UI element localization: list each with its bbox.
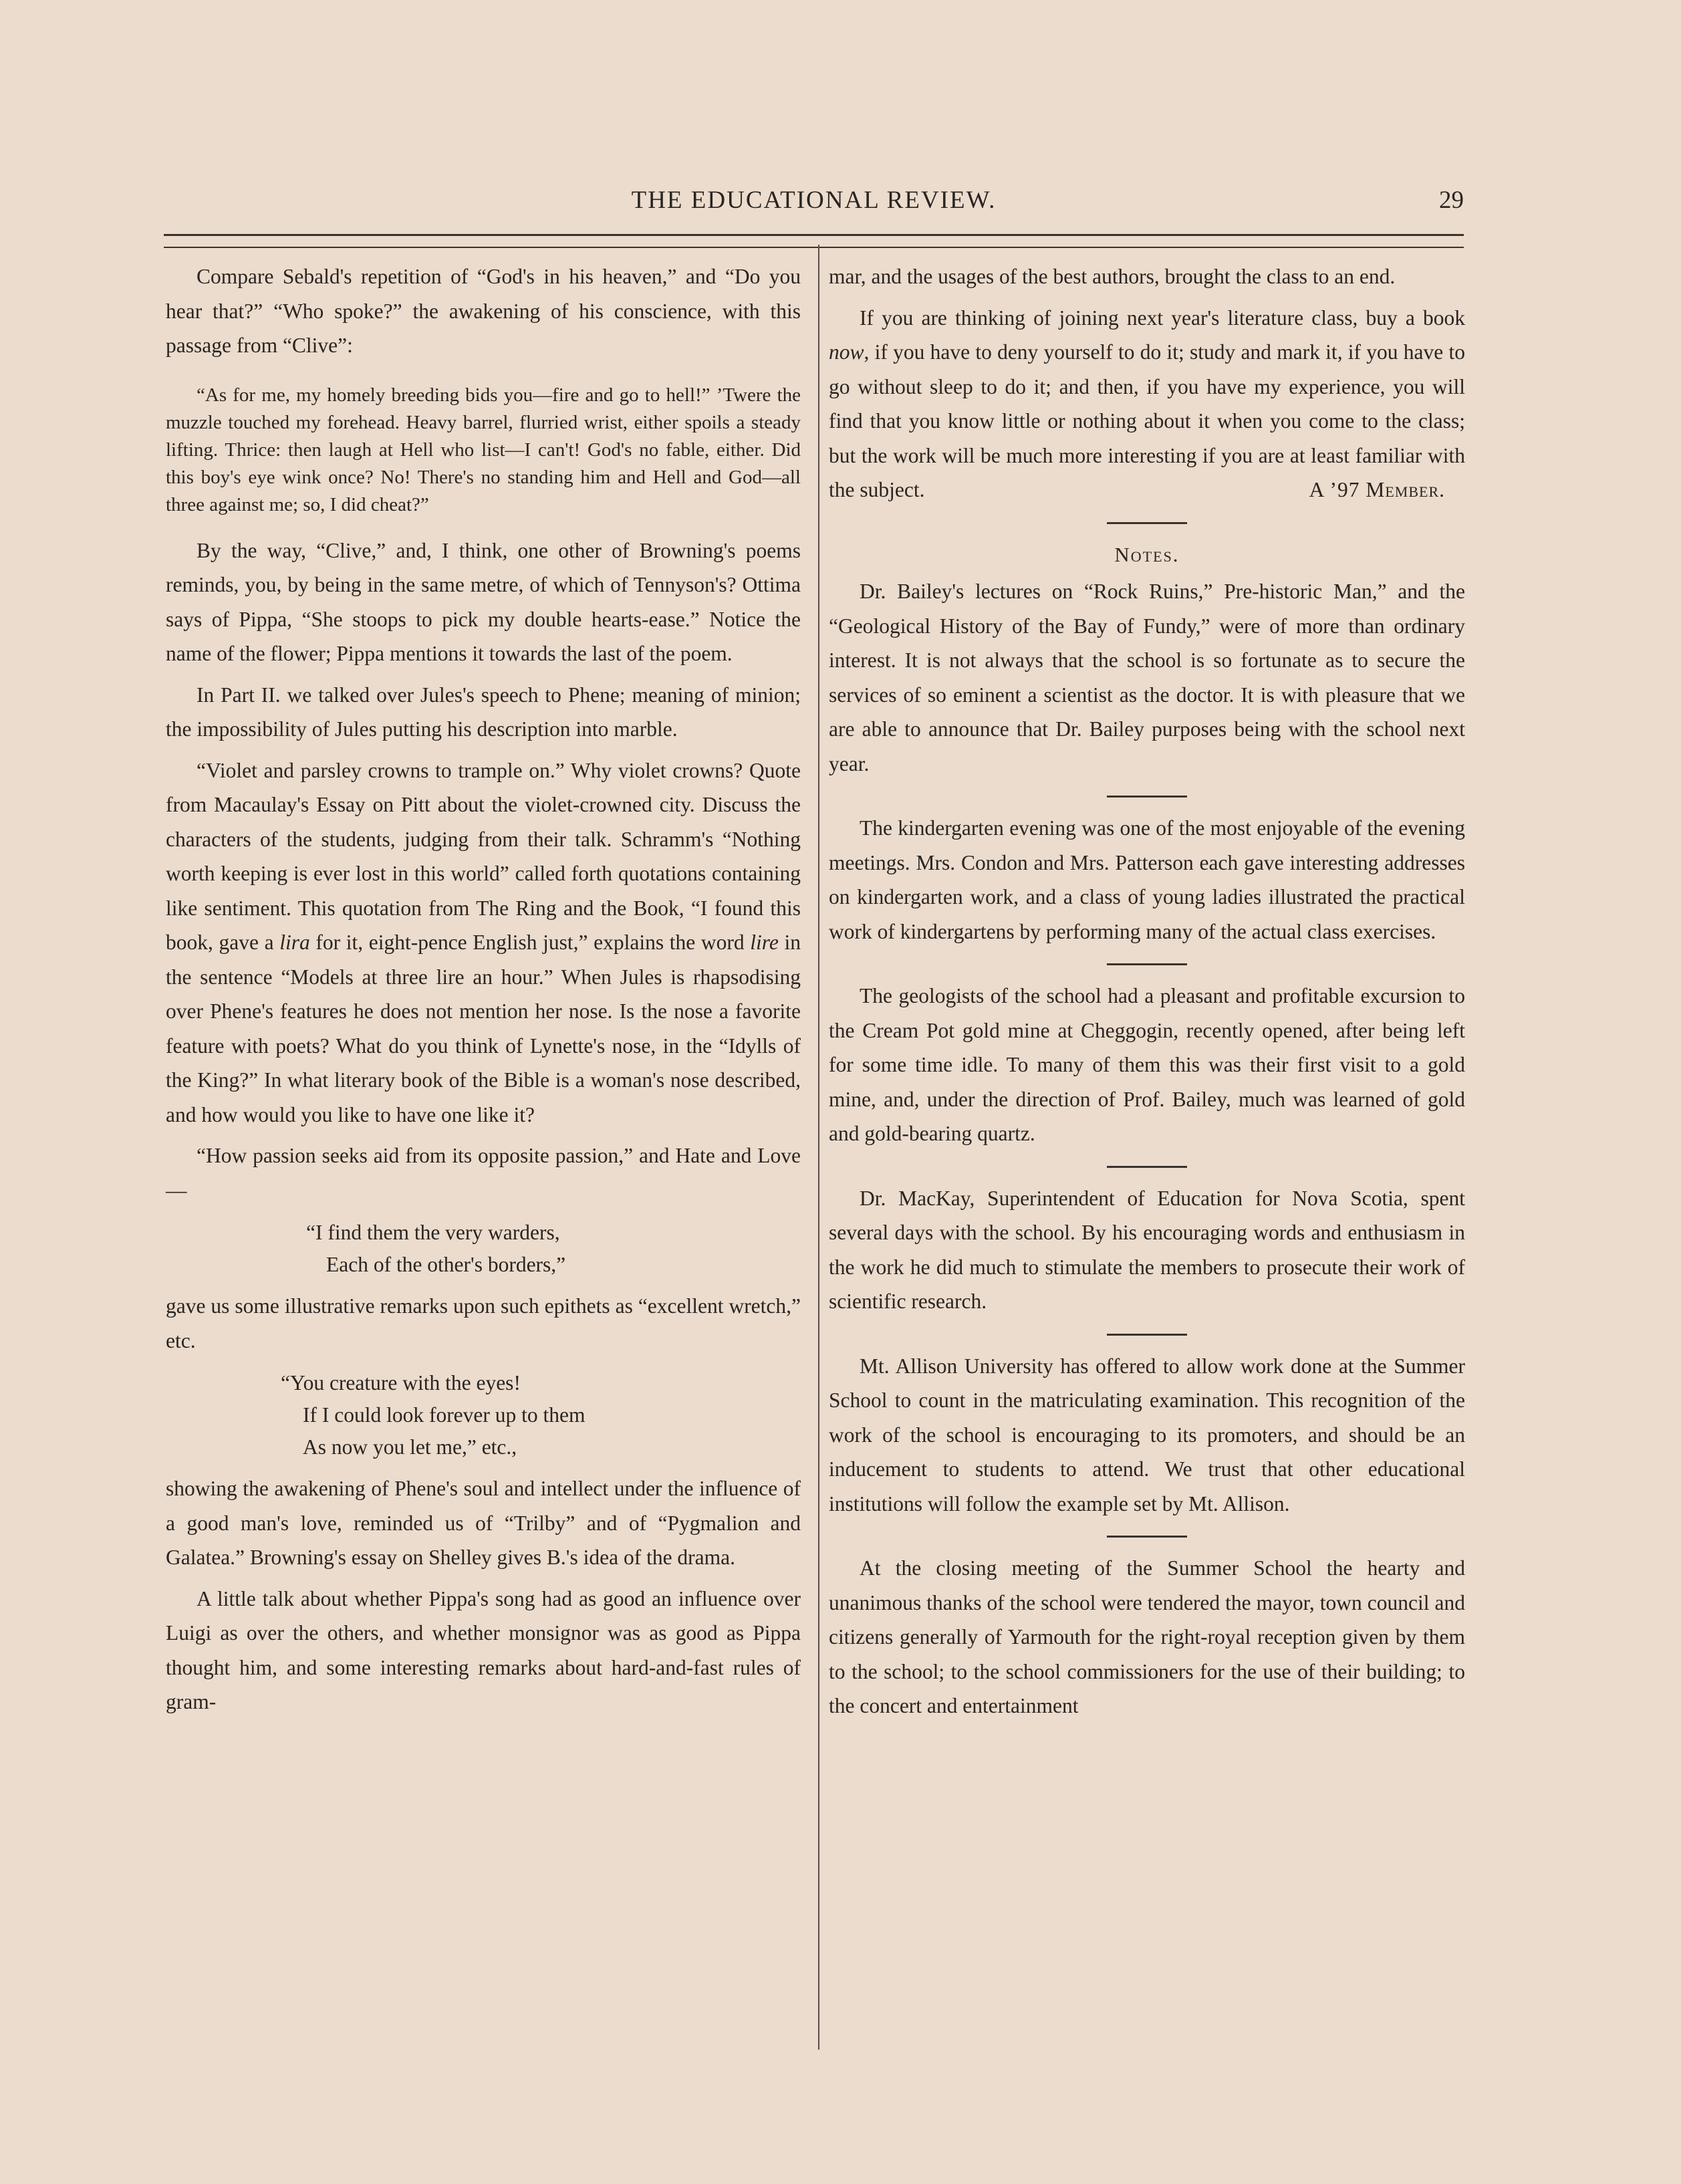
section-heading: Notes. [1114, 542, 1180, 566]
verse-line: As now you let me,” etc., [303, 1435, 517, 1459]
italic-word: lira [279, 931, 310, 954]
paragraph: showing the awakening of Phene's soul and intellect under the influence of a good man's love, reminded us of “Trilby” and of “Pygmalion and Galatea.” Browning's essay on Shelley gives B.'s idea of the drama. [166, 1477, 801, 1569]
text-run: If you are thinking of joining next year's literature class, buy a book [860, 306, 1465, 330]
section-rule [1107, 1334, 1187, 1336]
paragraph: “How passion seeks aid from its opposite passion,” and Hate and Love— [166, 1144, 801, 1202]
italic-word: now [829, 340, 864, 364]
verse-line: “I find them the very warders, [306, 1221, 560, 1244]
paragraph [166, 753, 801, 1132]
paragraph: gave us some illustrative remarks upon such epithets as “excellent wretch,” etc. [166, 1294, 801, 1352]
note-paragraph: Mt. Allison University has offered to allow work done at the Summer School to count in the matriculating examination. This recognition of the work of the school is encouraging to its promoters, and should be an inducement to students to attend. We trust that other educational institutions will follow the example set by Mt. Allison. [829, 1354, 1465, 1515]
verse-quote [166, 1217, 801, 1281]
italic-word: lire [750, 931, 779, 954]
section-rule [1107, 522, 1187, 524]
header-double-rule [164, 234, 1464, 248]
running-header [164, 186, 1464, 219]
note-paragraph: The kindergarten evening was one of the most enjoyable of the evening meetings. Mrs. Condon and Mrs. Patterson each gave interesting addresses on kindergarten work, and a class of young ladies illustrated the practical work of kindergartens by performing many of the actual class exercises. [829, 816, 1465, 943]
note-paragraph: Dr. MacKay, Superintendent of Education for Nova Scotia, spent several days with the school. By his encouraging words and enthusiasm in the work he did much to stimulate the members to prosecute their work of scientific research. [829, 1186, 1465, 1313]
signature: A ’97 Member. [1309, 478, 1445, 501]
block-quote: “As for me, my homely breeding bids you—fire and go to hell!” ’Twere the muzzle touched my forehead. Heavy barrel, flurried wrist, either spoils a steady lifting. Thrice: then laugh at Hell who list—I can't! God's no fable, either. Did this boy's eye wink once? No! There's no standing him and Hell and God—all three against me; so, I did cheat?” [166, 384, 801, 515]
left-column [166, 259, 801, 1719]
verse-quote [166, 1367, 801, 1463]
paragraph [829, 301, 1465, 507]
verse-line: Each of the other's borders,” [326, 1253, 566, 1276]
note-paragraph: At the closing meeting of the Summer School the hearty and unanimous thanks of the school were tendered the mayor, town council and citizens generally of Yarmouth for the right-royal reception given by them to the school; to the school commissioners for the use of their building; to the concert and entertainment [829, 1556, 1465, 1717]
verse-line: If I could look forever up to them [303, 1403, 586, 1427]
paragraph: By the way, “Clive,” and, I think, one other of Browning's poems reminds, you, by being in the same metre, of which of Tennyson's? Ottima says of Pippa, “She stoops to pick my double hearts-ease.” Notice the name of the flower; Pippa mentions it towards the last of the poem. [166, 538, 801, 665]
journal-title: THE EDUCATIONAL REVIEW. [631, 187, 997, 214]
text-run: , if you have to deny yourself to do it; study and mark it, if you have to go without sleep to do it; and then, if you have my experience, you will find that you know little or nothing about it when you come to the class; but the work will be much more interesting if you are at least familiar with the subject. [829, 340, 1465, 501]
note-paragraph: Dr. Bailey's lectures on “Rock Ruins,” Pre-historic Man,” and the “Geological History of the Bay of Fundy,” were of more than ordinary interest. It is not always that the school is so fortunate as to secure the services of so eminent a scientist as the doctor. It is with pleasure that we are able to announce that Dr. Bailey purposes being with the school next year. [829, 580, 1465, 775]
text-run: for it, eight-pence English just,” explains the word [309, 931, 751, 954]
text-run: in the sentence “Models at three lire an hour.” When Jules is rhapsodising over Phene's features he does not mention her nose. Is the nose a favorite feature with poets? What do you think of Lynette's nose, in the “Idylls of the King?” In what literary book of the Bible is a woman's nose described, and how would you like to have one like it? [166, 931, 801, 1126]
note-paragraph: The geologists of the school had a pleasant and profitable excursion to the Cream Pot gold mine at Cheggogin, recently opened, after being left for some time idle. To many of them this was their first visit to a gold mine, and, under the direction of Prof. Bailey, much was learned of gold and gold-bearing quartz. [829, 984, 1465, 1145]
section-rule [1107, 1536, 1187, 1538]
section-rule [1107, 796, 1187, 798]
paragraph: Compare Sebald's repetition of “God's in his heaven,” and “Do you hear that?” “Who spoke?” the awakening of his conscience, with this passage from “Clive”: [166, 265, 801, 357]
paragraph: In Part II. we talked over Jules's speech to Phene; meaning of minion; the impossibility of Jules putting his description into marble. [166, 683, 801, 741]
column-divider [818, 245, 819, 2050]
verse-line: “You creature with the eyes! [281, 1371, 521, 1394]
right-column [829, 259, 1465, 1723]
text-run: “Violet and parsley crowns to trample on.” Why violet crowns? Quote from Macaulay's Essay on Pitt about the violet-crowned city. Discuss the characters of the students, judging from their talk. Schramm's “Nothing worth keeping is ever lost in this world” called forth quotations containing like sentiment. This quotation from The Ring and the Book, “I found this book, gave a [166, 758, 801, 954]
page-number: 29 [1439, 187, 1464, 214]
section-rule [1107, 963, 1187, 965]
section-rule [1107, 1166, 1187, 1168]
paragraph: mar, and the usages of the best authors, brought the class to an end. [829, 265, 1396, 288]
paragraph: A little talk about whether Pippa's song had as good an influence over Luigi as over the others, and whether monsignor was as good as Pippa thought him, and some interesting remarks about hard-and-fast rules of gram- [166, 1586, 801, 1713]
